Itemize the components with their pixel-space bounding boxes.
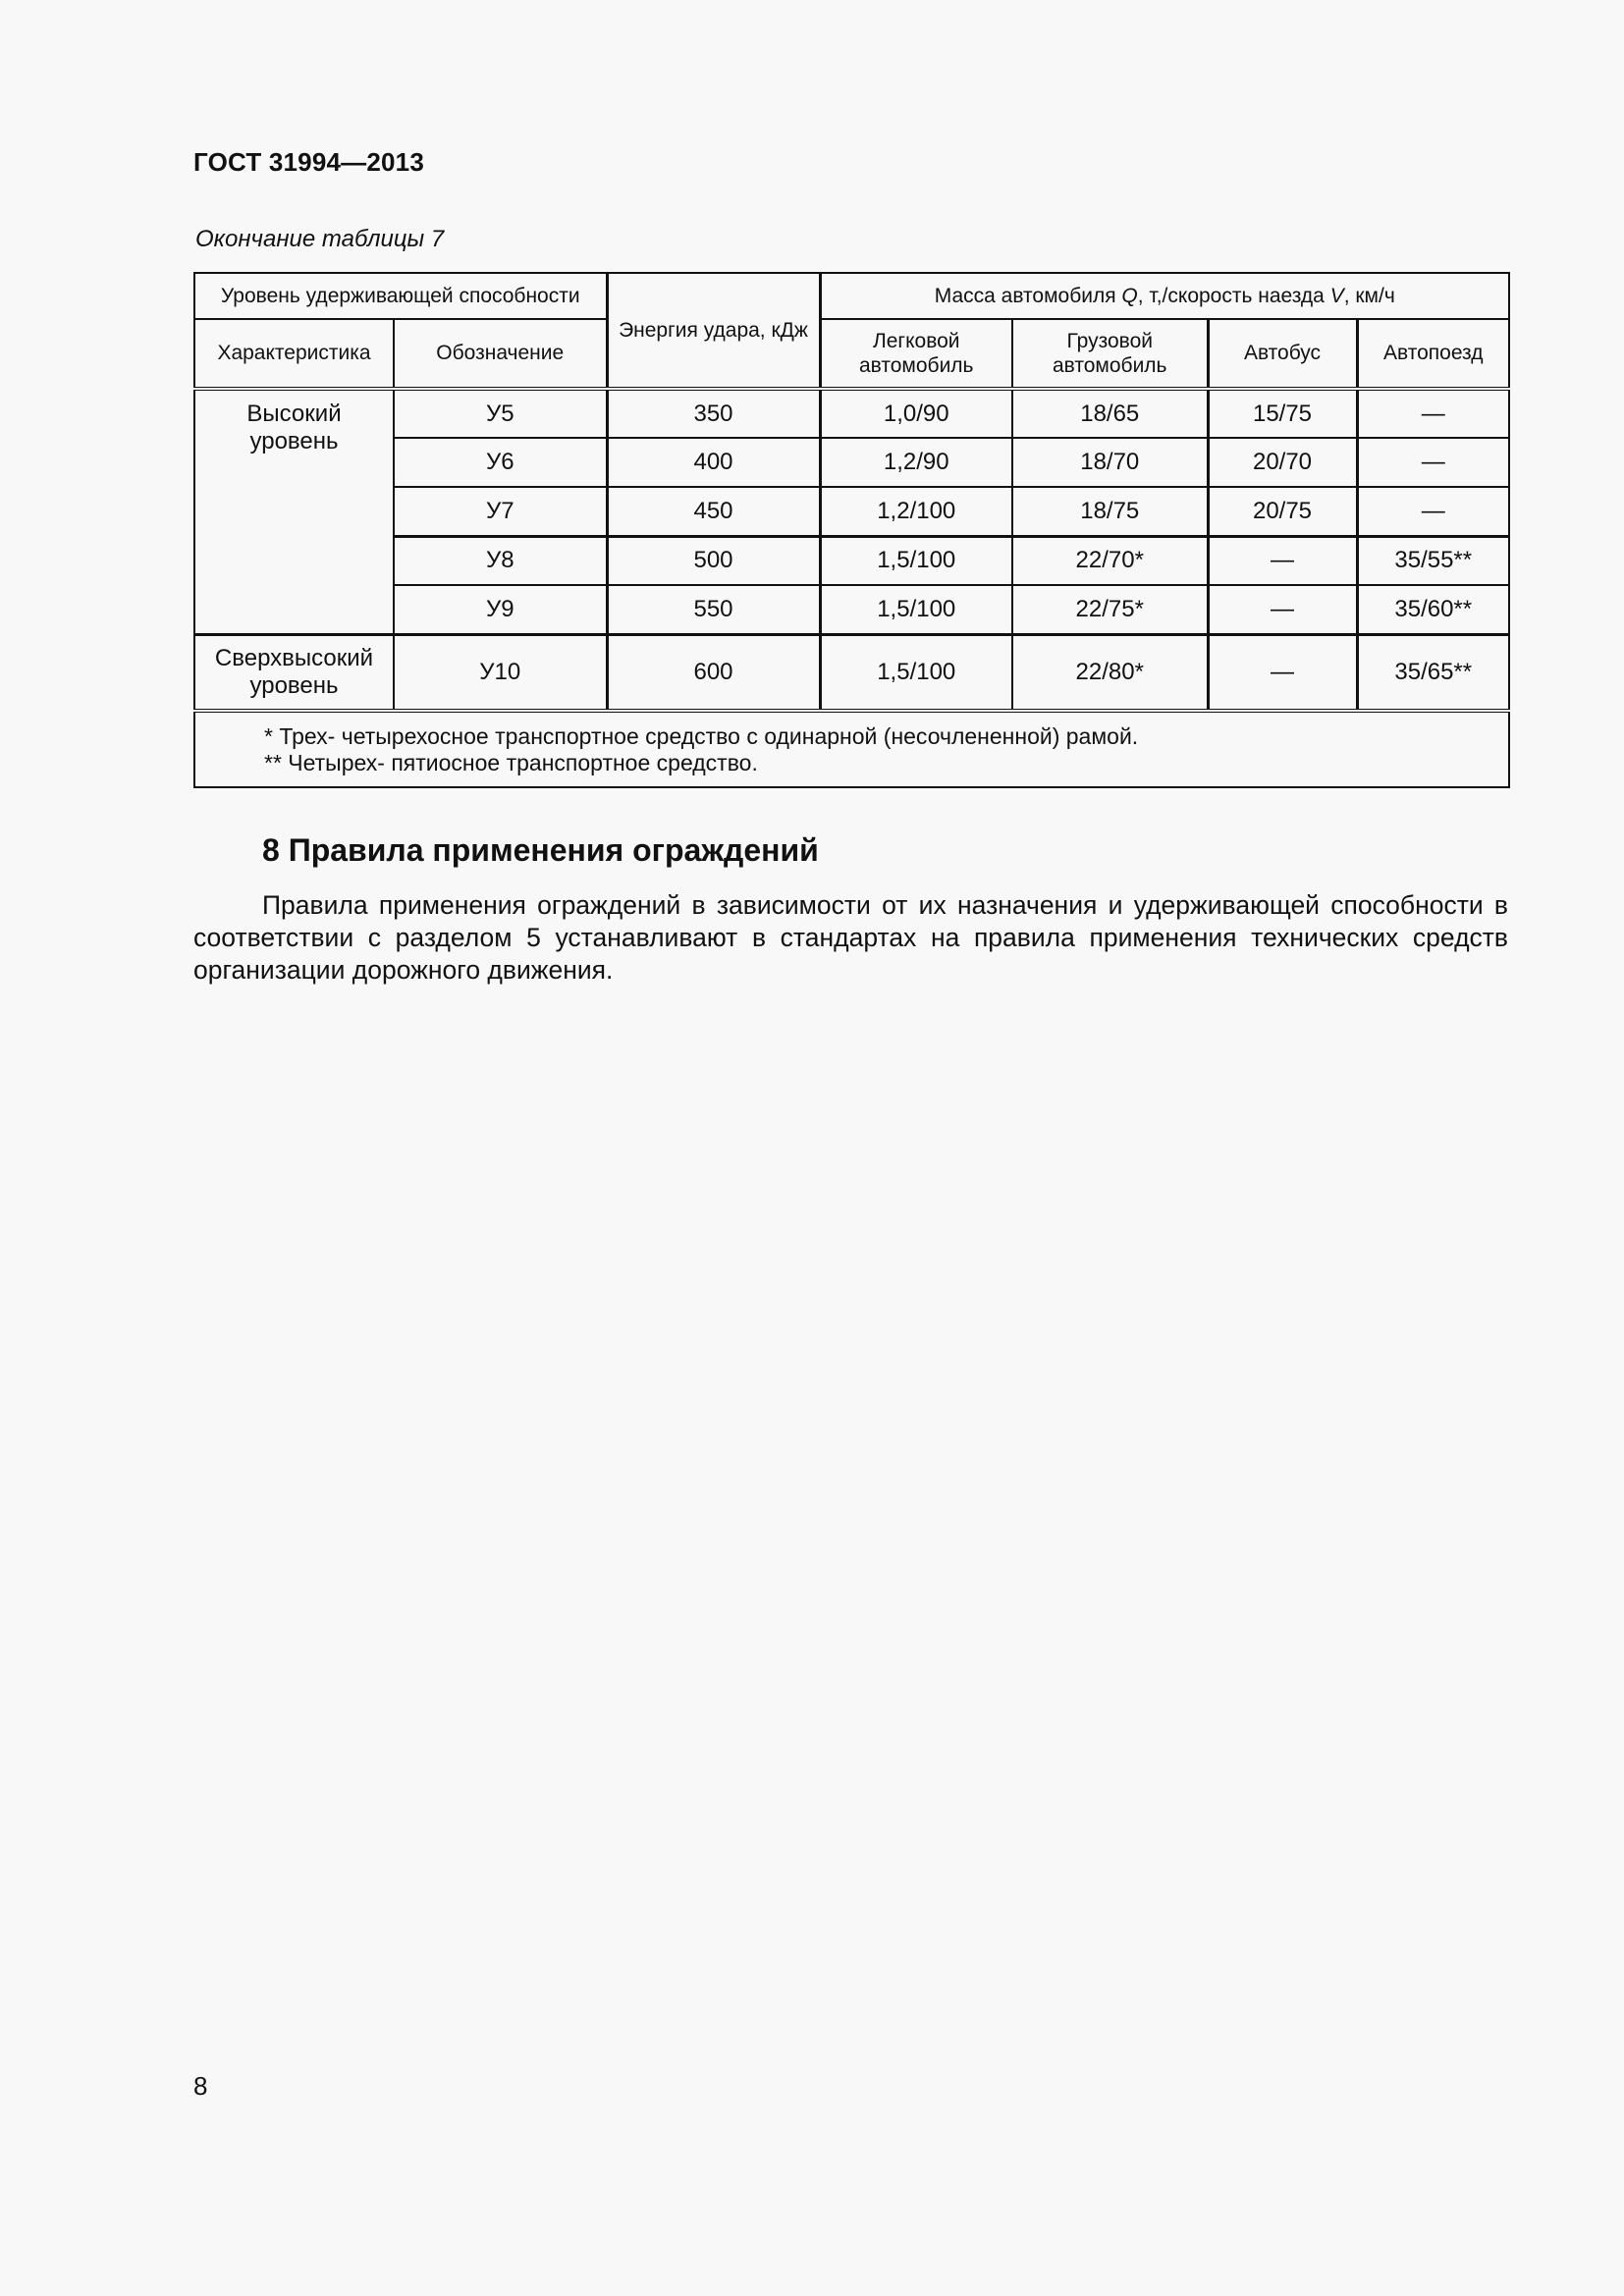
cell-truck: 22/75* (1012, 585, 1208, 634)
cell-energy: 400 (607, 438, 820, 487)
header-truck: Грузовой автомобиль (1012, 319, 1208, 389)
cell-bus: 20/75 (1208, 487, 1357, 536)
header-mass-suffix: , км/ч (1343, 284, 1395, 307)
cell-roadtrain: — (1357, 487, 1509, 536)
header-designation: Обозначение (394, 319, 607, 389)
group-very-high: Сверхвысокий уровень (194, 634, 394, 711)
section-paragraph: Правила применения ограждений в зависимости от их назначения и удерживающей способности в соответствии с разделом 5 устанавливают в стандартах на правила применения технических средств организации дорожного движения. (193, 890, 1508, 985)
cell-bus: — (1208, 585, 1357, 634)
header-energy: Энергия удара, кДж (607, 273, 820, 389)
cell-designation: У5 (394, 389, 607, 438)
cell-energy: 450 (607, 487, 820, 536)
cell-bus: 15/75 (1208, 389, 1357, 438)
cell-truck: 18/70 (1012, 438, 1208, 487)
cell-roadtrain: — (1357, 438, 1509, 487)
cell-roadtrain: 35/55** (1357, 536, 1509, 585)
section-title: 8 Правила применения ограждений (262, 832, 819, 868)
header-bus: Автобус (1208, 319, 1357, 389)
header-mass-prefix: Масса автомобиля (934, 284, 1122, 307)
header-roadtrain: Автопоезд (1357, 319, 1509, 389)
cell-truck: 18/65 (1012, 389, 1208, 438)
footnote-1: * Трех- четырехосное транспортное средство с одинарной (несочлененной) рамой. (264, 723, 1139, 750)
cell-car: 1,2/100 (820, 487, 1012, 536)
cell-car: 1,0/90 (820, 389, 1012, 438)
cell-roadtrain: 35/60** (1357, 585, 1509, 634)
page-number: 8 (193, 2071, 208, 2101)
cell-truck: 18/75 (1012, 487, 1208, 536)
cell-bus: — (1208, 634, 1357, 711)
header-mass-group (820, 273, 1509, 319)
cell-car: 1,5/100 (820, 585, 1012, 634)
table-caption: Окончание таблицы 7 (195, 226, 445, 252)
cell-energy: 550 (607, 585, 820, 634)
cell-car: 1,2/90 (820, 438, 1012, 487)
barrier-level-table (193, 272, 1510, 788)
table-footnotes (194, 711, 1509, 787)
cell-energy: 600 (607, 634, 820, 711)
header-characteristic: Характеристика (194, 319, 394, 389)
cell-bus: 20/70 (1208, 438, 1357, 487)
cell-bus: — (1208, 536, 1357, 585)
cell-truck: 22/70* (1012, 536, 1208, 585)
cell-energy: 500 (607, 536, 820, 585)
cell-designation: У7 (394, 487, 607, 536)
cell-car: 1,5/100 (820, 634, 1012, 711)
document-header: ГОСТ 31994—2013 (193, 147, 424, 177)
cell-designation: У6 (394, 438, 607, 487)
header-mass-mid: , т,/скорость наезда (1137, 284, 1330, 307)
header-mass-q: Q (1121, 284, 1138, 307)
cell-designation: У10 (394, 634, 607, 711)
cell-roadtrain: — (1357, 389, 1509, 438)
footnote-2: ** Четырех- пятиосное транспортное средство. (264, 749, 758, 775)
header-mass-v: V (1329, 284, 1344, 307)
group-high: Высокий уровень (194, 389, 394, 634)
cell-energy: 350 (607, 389, 820, 438)
cell-car: 1,5/100 (820, 536, 1012, 585)
header-car: Легковой автомобиль (820, 319, 1012, 389)
header-level-group: Уровень удерживающей способности (194, 273, 607, 319)
cell-designation: У8 (394, 536, 607, 585)
table-row (194, 389, 1509, 438)
cell-designation: У9 (394, 585, 607, 634)
cell-roadtrain: 35/65** (1357, 634, 1509, 711)
cell-truck: 22/80* (1012, 634, 1208, 711)
table-row (194, 634, 1509, 711)
